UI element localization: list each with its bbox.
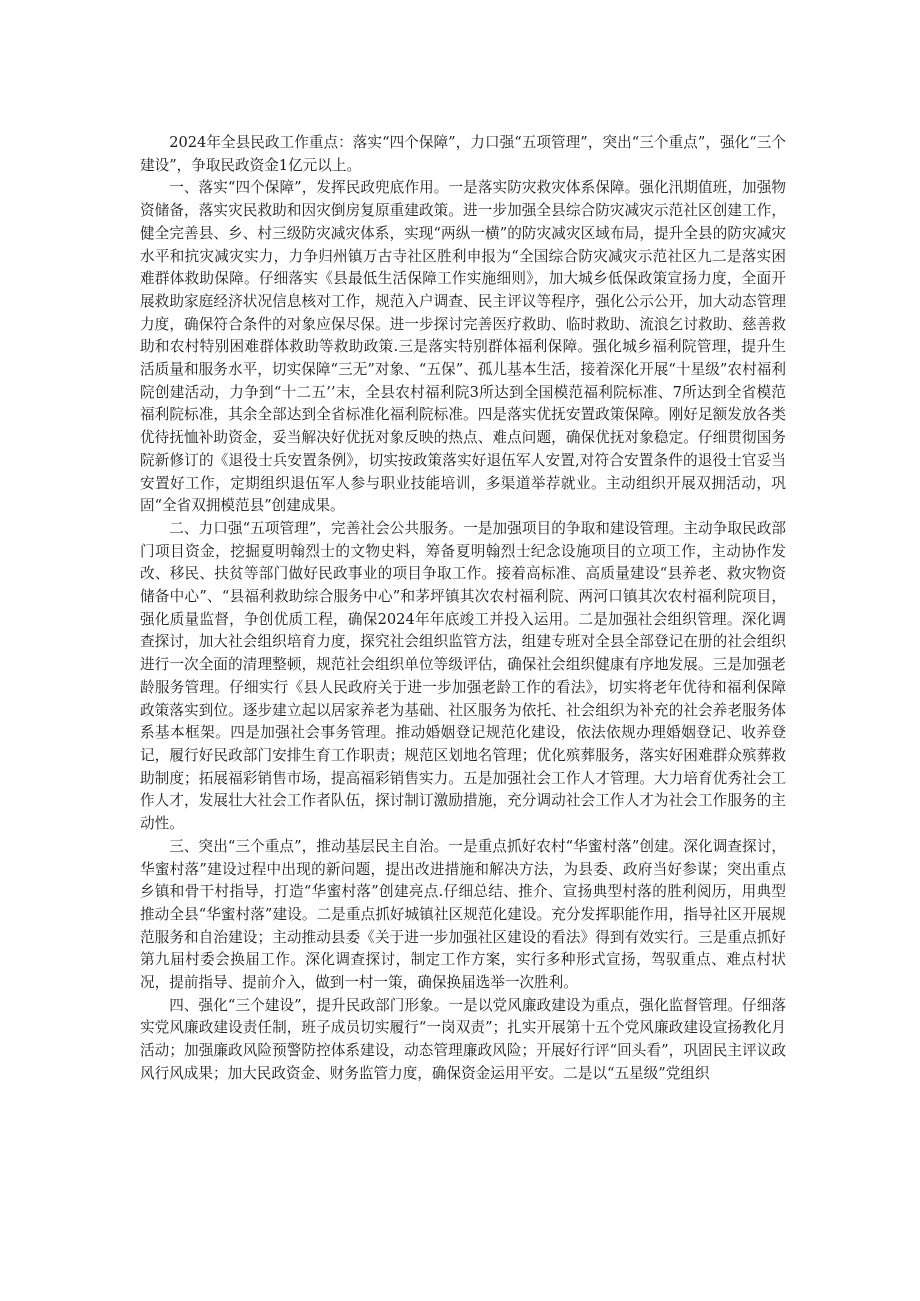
section-3-paragraph: 三、突出“三个重点”，推动基层民主自治。一是重点抓好农村“华蜜村落”创建。深化调查探讨，华蜜村落”建设过程中出现的新问题，提出改进措施和解决方法，为县委、政府当好参谋；突出重点乡镇和骨干村指导，打造“华蜜村落”创建亮点.仔细总结、推介、宣扬典型村落的胜利阅历，用典型推动全县“华蜜村落”建设。二是重点抓好城镇社区规范化建设。充分发挥职能作用，指导社区开展规范服务和自治建设；主动推动县委《关于进一步加强社区建设的看法》得到有效实行。三是重点抓好第九届村委会换届工作。深化调查探讨，制定工作方案，实行多种形式宣扬，驾驭重点、难点村状况，提前指导、提前介入，做到一村一策，确保换届选举一次胜利。 — [140, 837, 786, 992]
section-2-paragraph: 二、力口强“五项管理”，完善社会公共服务。一是加强项目的争取和建设管理。主动争取民政部门项目资金，挖掘夏明翰烈士的文物史料，筹备夏明翰烈士纪念设施项目的立项工作，主动协作发改、移民、扶贫等部门做好民政事业的项目争取工作。接着高标准、高质量建设“县养老、救灾物资储备中心”、“县福利救助综合服务中心”和茅坪镇其次农村福利院、两河口镇其次农村福利院项目，强化质量监督，争创优质工程，确保2024年年底竣工并投入运用。二是加强社会组织管理。深化调查探讨，加大社会组织培育力度，探究社会组织监管方法，组建专班对全县全部登记在册的社会组织进行一次全面的清理整顿，规范社会组织单位等级评估，确保社会组织健康有序地发展。三是加强老龄服务管理。仔细实行《县人民政府关于进一步加强老龄工作的看法》，切实将老年优待和福利保障政策落实到位。逐步建立起以居家养老为基础、社区服务为依托、社会组织为补充的社会养老服务体系基本框架。四是加强社会事务管理。推动婚姻登记规范化建设，依法依规办理婚姻登记、收养登记，履行好民政部门安排生育工作职责；规范区划地名管理；优化殡葬服务，落实好困难群众殡葬救助制度；拓展福彩销售市场，提高福彩销售实力。五是加强社会工作人才管理。大力培育优秀社会工作人才，发展壮大社会工作者队伍，探讨制订激励措施，充分调动社会工作人才为社会工作服务的主动性。 — [140, 519, 786, 833]
section-1-paragraph: 一、落实“四个保障”，发挥民政兜底作用。一是落实防灾救灾体系保障。强化汛期值班，加强物资储备，落实灾民救助和因灾倒房复原重建政策。进一步加强全县综合防灾减灾示范社区创建工作，健全完善县、乡、村三级防灾减灾体系，实现“两纵一横”的防灾减灾区域布局，提升全县的防灾减灾水平和抗灾减灾实力，力争归州镇万古寺社区胜利申报为“全国综合防灾减灾示范社区九二是落实困难群体救助保障。仔细落实《县最低生活保障工作实施细则》，加大城乡低保政策宣扬力度，全面开展救助家庭经济状况信息核对工作，规范入户调查、民主评议等程序，强化公示公开，加大动态管理力度，确保符合条件的对象应保尽保。进一步探讨完善医疗救助、临时救助、流浪乞讨救助、慈善救助和农村特别困难群体救助等救助政策.三是落实特别群体福利保障。强化城乡福利院管理，提升生活质量和服务水平，切实保障“三无”对象、“五保”、孤儿基本生活，接着深化开展“十星级”农村福利院创建活动，力争到“十二五’’末，全县农村福利院3所达到全国模范福利院标准、7所达到全省模范福利院标准，其余全部达到全省标准化福利院标准。四是落实优抚安置政策保障。刚好足额发放各类优待抚恤补助资金，妥当解决好优抚对象反映的热点、难点问题，确保优抚对象稳定。仔细贯彻国务院新修订的《退役士兵安置条例》，切实按政策落实好退伍军人安置,对符合安置条件的退役士官妥当安置好工作，定期组织退伍军人参与职业技能培训，多渠道举荐就业。主动组织开展双拥活动，巩固“全省双拥模范县”创建成果。 — [140, 179, 786, 515]
intro-paragraph: 2024年全县民政工作重点：落实“四个保障”，力口强“五项管理”，突出“三个重点”，强化“三个建设”，争取民政资金1亿元以上。 — [140, 134, 786, 174]
section-4-paragraph: 四、强化“三个建设”，提升民政部门形象。一是以党风廉政建设为重点，强化监督管理。仔细落实党风廉政建设责任制，班子成员切实履行“一岗双责”；扎实开展第十五个党风廉政建设宣扬教化月活动；加强廉政风险预警防控体系建设，动态管理廉政风险；开展好行评“回头看”，巩固民主评议政风行风成果；加大民政资金、财务监管力度，确保资金运用平安。二是以“五星级”党组织 — [140, 996, 786, 1082]
document-body — [140, 132, 786, 1086]
